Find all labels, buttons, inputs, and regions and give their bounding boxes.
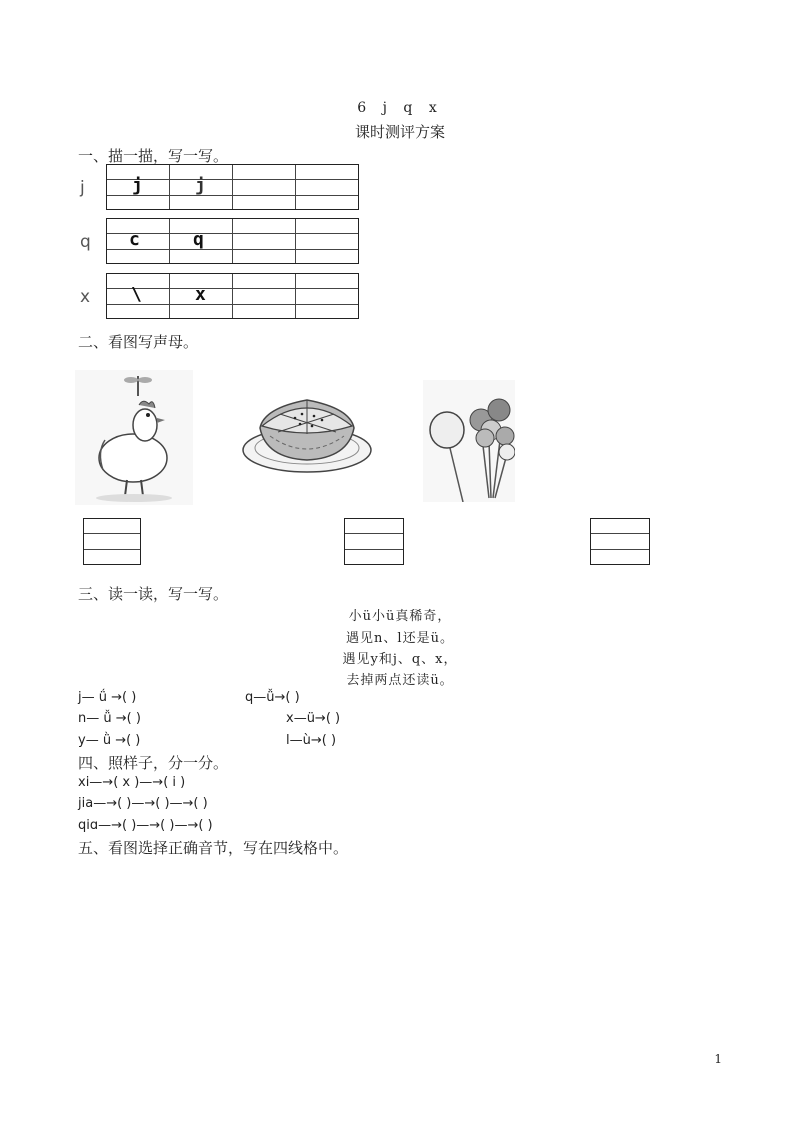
trace-q-2: q bbox=[193, 229, 204, 250]
letter-q-label: q bbox=[80, 232, 91, 252]
split-exercise-jia[interactable]: jia—→( )—→( )—→( ) bbox=[78, 796, 208, 811]
answer-grid-hen[interactable] bbox=[83, 518, 141, 565]
trace-j-2: j bbox=[195, 175, 206, 196]
section1-heading: 一、描一描，写一写。 bbox=[78, 147, 229, 165]
section5-heading: 五、看图选择正确音节，写在四线格中。 bbox=[78, 839, 349, 857]
watermelon-image bbox=[240, 350, 375, 478]
poem-line-1: 小ü小ü真稀奇， bbox=[348, 609, 452, 624]
trace-x-2: x bbox=[195, 284, 206, 305]
section4-heading: 四、照样子，分一分。 bbox=[78, 754, 229, 772]
section3-heading: 三、读一读，写一写。 bbox=[78, 585, 229, 603]
balloons-image bbox=[423, 380, 515, 502]
lesson-title: 6 j q x bbox=[357, 100, 443, 116]
letter-j-label: j bbox=[80, 178, 85, 198]
writing-grid-q[interactable] bbox=[106, 218, 359, 264]
split-example-xi: xi—→( x )—→( i ) bbox=[78, 775, 186, 790]
answer-grid-balloons[interactable] bbox=[590, 518, 650, 565]
exercise-j-u[interactable]: j— ǘ →( ) bbox=[78, 690, 137, 705]
lesson-subtitle: 课时测评方案 bbox=[354, 123, 445, 141]
section2-heading: 二、看图写声母。 bbox=[78, 333, 199, 351]
poem-line-3: 遇见y和j、q、x， bbox=[342, 652, 458, 667]
exercise-x-u[interactable]: x—ü→( ) bbox=[286, 711, 341, 726]
exercise-q-u[interactable]: q—ǚ→( ) bbox=[245, 690, 300, 705]
poem-line-4: 去掉两点还读ü。 bbox=[346, 673, 454, 688]
exercise-n-u[interactable]: n— ǚ →( ) bbox=[78, 711, 141, 726]
trace-q-1: c bbox=[129, 229, 140, 250]
hen-image bbox=[75, 370, 193, 505]
page-number: 1 bbox=[714, 1052, 722, 1066]
split-exercise-qia[interactable]: qiɑ—→( )—→( )—→( ) bbox=[78, 818, 213, 833]
writing-grid-x[interactable] bbox=[106, 273, 359, 319]
exercise-l-u[interactable]: l—ù→( ) bbox=[286, 733, 337, 748]
poem-line-2: 遇见n、l还是ü。 bbox=[346, 631, 454, 646]
letter-x-label: x bbox=[80, 287, 91, 307]
trace-x-1: \ bbox=[131, 284, 142, 305]
answer-grid-watermelon[interactable] bbox=[344, 518, 404, 565]
trace-j-1: j bbox=[132, 175, 143, 196]
writing-grid-j[interactable] bbox=[106, 164, 359, 210]
exercise-y-u[interactable]: y— ǜ →( ) bbox=[78, 733, 141, 748]
